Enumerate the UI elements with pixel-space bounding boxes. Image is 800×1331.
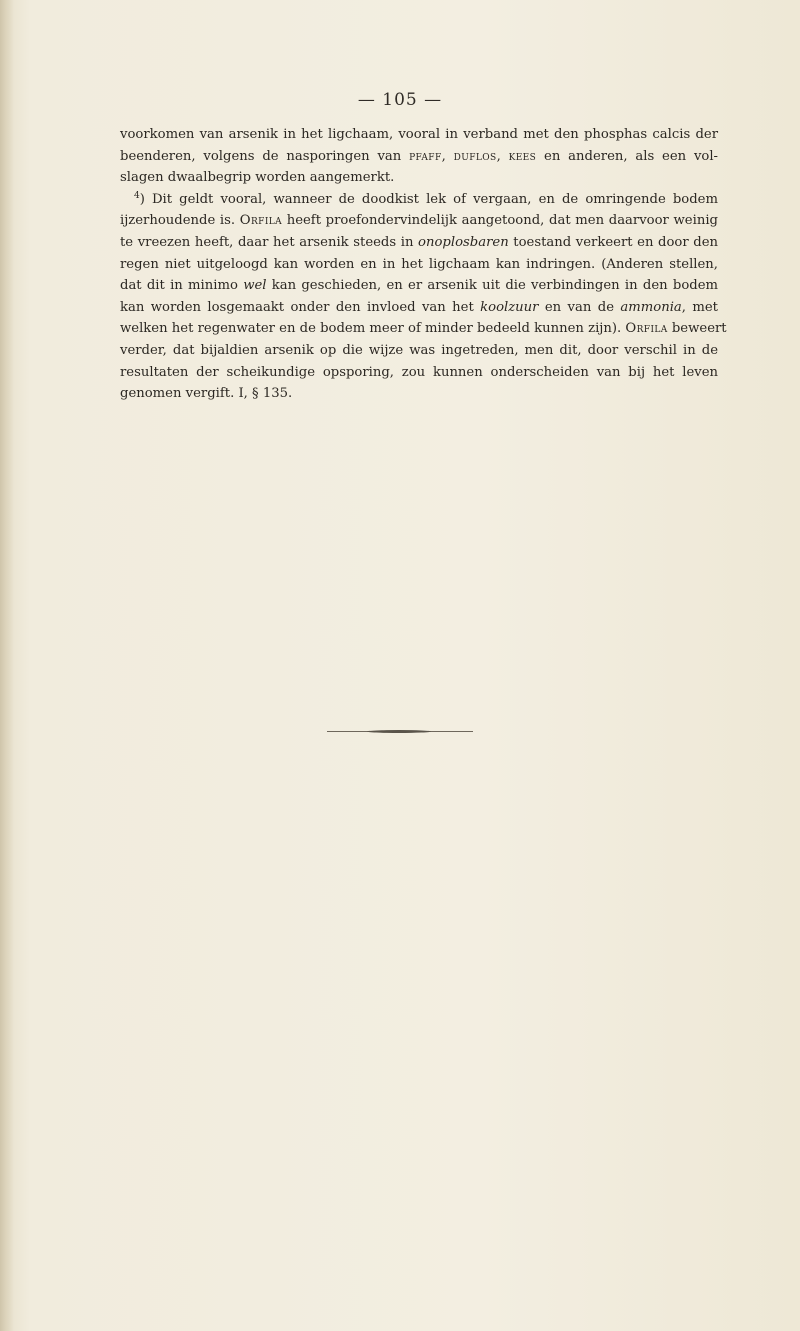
text-segment: Orfila — [625, 321, 668, 337]
text-segment: , — [496, 148, 509, 164]
text-segment: pfaff — [409, 148, 442, 164]
text-segment: resultaten der scheikundige opsporing, zou kunnen onderscheiden van bij het leven — [120, 364, 718, 380]
text-line — [120, 167, 718, 189]
text-segment: kees — [508, 148, 537, 164]
text-segment: te vreezen heeft, daar het arsenik steeds in — [120, 234, 419, 250]
text-segment: ammonia — [620, 299, 682, 315]
text-line — [120, 146, 718, 168]
text-segment: kan worden losgemaakt onder den invloed van het — [120, 299, 481, 315]
text-segment: koolzuur — [480, 299, 539, 315]
footnote-4 — [120, 189, 727, 405]
text-segment: toestand verkeert en door den — [508, 234, 719, 250]
text-line — [120, 124, 718, 146]
text-segment: en van de — [538, 299, 621, 315]
text-segment: beenderen, volgens de nasporingen van — [120, 148, 410, 164]
text-segment: duflos — [453, 148, 497, 164]
text-segment: wel — [243, 278, 267, 294]
text-segment: en anderen, als een vol- — [536, 148, 719, 164]
text-segment: dat dit in minimo — [120, 278, 244, 294]
text-segment: welken het regenwater en de bodem meer of minder bedeeld kunnen zijn). — [120, 321, 626, 337]
footnote-marker: 4 — [134, 190, 140, 201]
text-segment: heeft proefondervindelijk aangetoond, dat men daarvoor weinig — [282, 213, 718, 229]
text-line — [120, 383, 718, 405]
text-line — [120, 189, 718, 211]
text-line — [120, 275, 718, 297]
text-segment: ijzerhoudende is. — [120, 213, 240, 229]
text-segment: verder, dat bijaldien arsenik op die wijze was ingetreden, men dit, door verschil in de — [120, 342, 718, 358]
text-segment: ) Dit geldt vooral, wanneer de doodkist lek of vergaan, en de omringende bodem — [139, 191, 718, 207]
binding-edge — [0, 0, 14, 1331]
text-segment: voorkomen van arsenik in het ligchaam, vooral in verband met den phosphas calcis der — [120, 127, 718, 142]
footnote-text — [120, 124, 727, 405]
text-segment: , — [441, 148, 454, 164]
text-line — [120, 318, 727, 340]
text-segment: slagen dwaalbegrip worden aangemerkt. — [120, 170, 395, 186]
text-line — [120, 210, 718, 232]
section-divider — [327, 731, 473, 733]
text-line — [120, 254, 718, 276]
text-segment: beweert — [667, 321, 727, 337]
footnote-continuation — [120, 124, 718, 189]
text-segment: genomen vergift. I, § 135. — [120, 386, 293, 402]
text-segment: kan geschieden, en er arsenik uit die verbindingen in den bodem — [266, 278, 719, 294]
page-number: — 105 — — [357, 90, 443, 110]
text-segment: onoplosbaren — [418, 234, 509, 250]
text-segment: , met — [681, 299, 718, 315]
text-line — [120, 362, 718, 384]
text-segment: regen niet uitgeloogd kan worden en in het ligchaam kan indringen. (Anderen stellen, — [120, 256, 718, 272]
text-line — [120, 297, 718, 319]
text-line — [120, 232, 718, 254]
text-segment: Orfila — [239, 213, 283, 229]
text-line — [120, 340, 718, 362]
